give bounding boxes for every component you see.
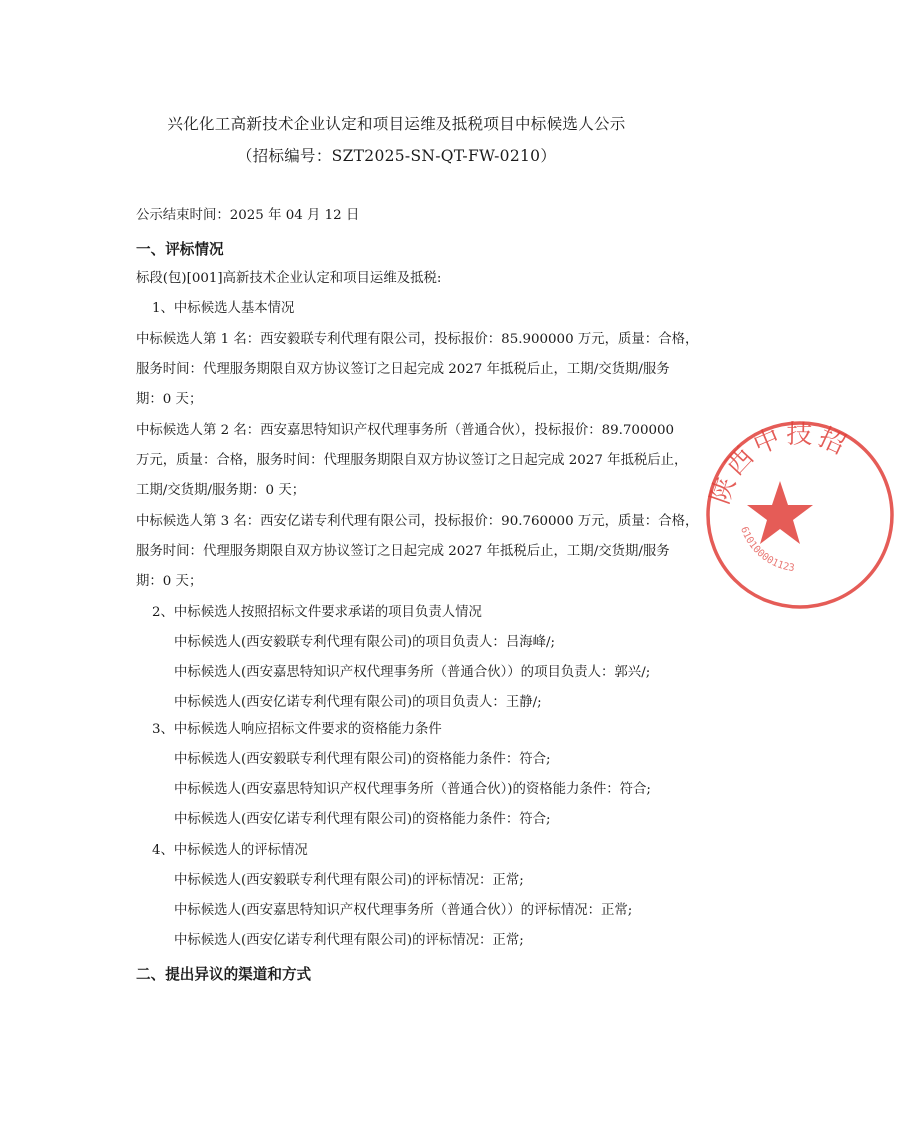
candidate-2-line-1: 中标候选人第 2 名：西安嘉思特知识产权代理事务所（普通合伙），投标报价：89.700000 bbox=[136, 423, 675, 438]
candidate-3-line-2: 服务时间：代理服务期限自双方协议签订之日起完成 2027 年抵税后止，工期/交货期/服务 bbox=[136, 544, 670, 559]
subsection-title-qualification: 3、中标候选人响应招标文件要求的资格能力条件 bbox=[152, 722, 442, 737]
seal-text: 陕西中技招 bbox=[705, 419, 854, 508]
leader-item: 中标候选人(西安毅联专利代理有限公司)的项目负责人：吕海峰/; bbox=[174, 635, 556, 650]
candidate-3-line-3: 期：0 天； bbox=[136, 574, 203, 589]
section-heading-evaluation: 一、评标情况 bbox=[136, 241, 224, 258]
seal-number: 610100001123 bbox=[738, 525, 796, 575]
publicity-end-time: 公示结束时间：2025 年 04 月 12 日 bbox=[136, 208, 360, 223]
document-title: 兴化化工高新技术企业认定和项目运维及抵税项目中标候选人公示 bbox=[167, 115, 626, 133]
qualification-item: 中标候选人(西安嘉思特知识产权代理事务所（普通合伙）)的资格能力条件：符合; bbox=[174, 782, 651, 797]
section-heading-objection: 二、提出异议的渠道和方式 bbox=[136, 966, 312, 983]
lot-title: 标段(包)[001]高新技术企业认定和项目运维及抵税: bbox=[136, 271, 442, 286]
tender-number: （招标编号：SZT2025-SN-QT-FW-0210） bbox=[236, 147, 557, 165]
qualification-item: 中标候选人(西安亿诺专利代理有限公司)的资格能力条件：符合; bbox=[174, 812, 551, 827]
seal-star-icon bbox=[747, 481, 813, 544]
candidate-2-line-2: 万元，质量：合格，服务时间：代理服务期限自双方协议签订之日起完成 2027 年抵税后止， bbox=[136, 453, 688, 468]
leader-item: 中标候选人(西安亿诺专利代理有限公司)的项目负责人：王静/; bbox=[174, 695, 542, 710]
company-seal-stamp bbox=[700, 415, 900, 615]
candidate-1-line-2: 服务时间：代理服务期限自双方协议签订之日起完成 2027 年抵税后止，工期/交货期/服务 bbox=[136, 362, 670, 377]
candidate-2-line-3: 工期/交货期/服务期：0 天； bbox=[136, 483, 306, 498]
subsection-title-project-leader: 2、中标候选人按照招标文件要求承诺的项目负责人情况 bbox=[152, 605, 482, 620]
evaluation-item: 中标候选人(西安毅联专利代理有限公司)的评标情况：正常; bbox=[174, 873, 524, 888]
evaluation-item: 中标候选人(西安嘉思特知识产权代理事务所（普通合伙））的评标情况：正常; bbox=[174, 903, 633, 918]
leader-item: 中标候选人(西安嘉思特知识产权代理事务所（普通合伙））的项目负责人：郭兴/; bbox=[174, 665, 651, 680]
qualification-item: 中标候选人(西安毅联专利代理有限公司)的资格能力条件：符合; bbox=[174, 752, 551, 767]
candidate-3-line-1: 中标候选人第 3 名：西安亿诺专利代理有限公司，投标报价：90.760000 万元，质量：合格， bbox=[136, 514, 699, 529]
candidate-1-line-1: 中标候选人第 1 名：西安毅联专利代理有限公司，投标报价：85.900000 万元，质量：合格， bbox=[136, 332, 699, 347]
subsection-title-evaluation-status: 4、中标候选人的评标情况 bbox=[152, 843, 308, 858]
candidate-1-line-3: 期：0 天； bbox=[136, 392, 203, 407]
evaluation-item: 中标候选人(西安亿诺专利代理有限公司)的评标情况：正常; bbox=[174, 933, 524, 948]
subsection-title-basic-info: 1、中标候选人基本情况 bbox=[152, 301, 295, 316]
